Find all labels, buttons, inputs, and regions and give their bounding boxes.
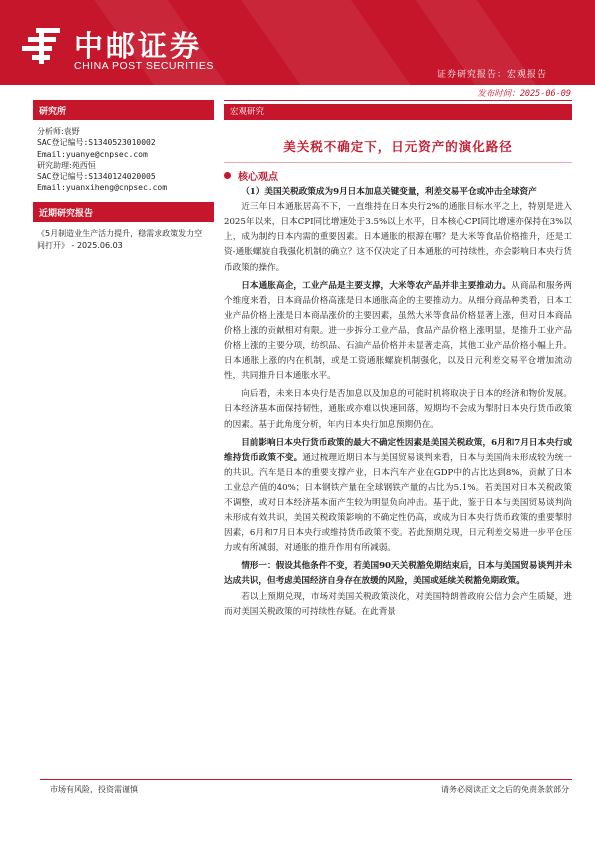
report-body (224, 168, 572, 620)
section-heading-text: 核心观点 (238, 172, 278, 183)
title-divider (224, 162, 572, 163)
china-post-logo-icon (22, 26, 62, 66)
scenario-one: 情形一：假设其他条件不变，若美国90天关税豁免期结束后，日本与美国贸易谈判并未达成共识，但考虑美国经济自身存在放缓的风险，美国或延续关税豁免期政策。 (224, 561, 572, 587)
analyst-sac: SAC登记编号:S1340523010002 (37, 138, 156, 148)
paragraph-industrial-body: 从商品和服务两个维度来看，日本商品价格高涨是日本通胀高企的主要推动力。从细分商品种类看，日本工业产品价格上涨是日本商品涨价的主要因素，虽然大米等食品价格显著上涨，但对日本商品价格上涨的贡献相对有限。进一步拆分工业产品，食品产品价格上涨明显，是推升工业产品价格上涨的主要分项，纺织品、石油产品价格并未显著走高，其他工业产品价格小幅上升。日本通胀上涨的内在机制，或是工资通胀螺旋机制强化，以及日元利差交易平仓增加流动性，共同推升日本通胀水平。 (224, 280, 572, 382)
analyst-info (33, 120, 214, 194)
publish-date (477, 87, 571, 99)
report-type: 证券研究报告：宏观报告 (436, 70, 547, 80)
brand-name-en: CHINA POST SECURITIES (74, 60, 214, 72)
key-point-1: （1）美国关税政策成为9月日本加息关键变量，利差交易平仓或冲击全球资产 (241, 187, 537, 198)
paragraph-tariff-body: 通过梳理近期日本与美国贸易谈判来看，日本与美国尚未形成较为统一的共识。汽车是日本的重要支撑产业，日本汽车产业在GDP中的占比达到8%，贡献了日本工业总产值的40%；日本钢铁产量在全球钢铁产量的占比为5.1%。若美国对日本关税政策不调整，或对日本经济基本面产生较为明显负向冲击。基于此，鉴于日本与美国贸易谈判尚未形成有效共识，美国关税政策影响的不确定性仍高，或成为日本央行货币政策的重要掣肘因素，6月和7月日本央行或维持货币政策不变。若此预期兑现，日元利差交易进一步平仓压力或有所减弱，对通胀的推升作用有所减弱。 (224, 452, 572, 554)
paragraph-inflation: 近三年日本通胀居高不下，一直维持在日本央行2%的通胀目标水平之上，特别是进入2025年以来，日本CPI同比增速处于3.5%以上水平，日本核心CPI同比增速亦保持在3%以上，成为制约日本内需的重要因素。日本通胀的根源在哪？是大米等食品价格推升，还是工资-通胀螺旋自我强化机制的确立？这不仅决定了日本通胀的可持续性，亦会影响日本央行货币政策的操作。 (224, 202, 572, 273)
recent-report-item[interactable]: 《5月制造业生产活力提升，稳需求政策发力空间打开》 - 2025.06.03 (37, 228, 203, 251)
recent-reports (33, 202, 214, 253)
paragraph-outlook: 向后看，未来日本央行是否加息以及加息的可能时机将取决于日本的经济和物价发展。日本经济基本面保持韧性，通胀或亦难以快速回落，短期均不会成为掣肘日本央行货币政策的因素。基于此角度分析，年内日本央行加息预期仍在。 (224, 389, 572, 430)
footer-risk-note: 市场有风险，投资需谨慎 (50, 785, 138, 794)
sidebar (33, 100, 214, 253)
banner-stripe (234, 0, 457, 85)
footer-divider (40, 779, 572, 780)
paragraph-tariff-lead: 目前影响日本央行货币政策的最大不确定性因素是美国关税政策，6月和7月日本央行或维持货币政策不变。 (224, 437, 572, 463)
section-heading (238, 170, 572, 185)
assistant-email[interactable]: Email:yuanxiheng@cnpsec.com (37, 183, 168, 193)
assistant-name: 苑西恒 (71, 160, 96, 170)
paragraph-tariff (224, 436, 572, 557)
analyst-line (37, 126, 212, 137)
publish-date-label: 发布时间： (477, 89, 520, 99)
bullet-icon (224, 172, 231, 179)
top-divider (224, 100, 572, 101)
publish-date-value: 2025-06-09 (519, 89, 571, 99)
footer-disclaimer-note: 请务必阅读正文之后的免责条款部分 (441, 785, 569, 794)
researchers-heading: 研究所 (33, 100, 214, 120)
category-tag: 宏观研究 (224, 104, 572, 120)
assistant-sac: SAC登记编号:S1340124020005 (37, 172, 156, 182)
report-title: 美关税不确定下，日元资产的演化路径 (283, 139, 513, 154)
paragraph-industrial-lead: 日本通胀高企，工业产品是主要支撑，大米等农产品并非主要推动力。 (241, 280, 512, 291)
header-banner (0, 0, 595, 85)
assistant-label: 研究助理: (37, 160, 72, 170)
recent-heading: 近期研究报告 (33, 202, 214, 222)
analyst-email[interactable]: Email:yuanye@cnpsec.com (37, 149, 148, 159)
analyst-label: 分析师: (37, 127, 64, 136)
brand-name-cn: 中邮证券 (74, 29, 203, 63)
assistant-line (37, 160, 212, 171)
paragraph-scenario-body: 若以上预期兑现，市场对美国关税政策淡化，对美国特朗普政府公信力会产生质疑，进而对美国关税政策的可持续性存疑。在此背景 (224, 591, 572, 617)
paragraph-industrial (224, 279, 572, 385)
analyst-name: 袁野 (63, 127, 80, 136)
